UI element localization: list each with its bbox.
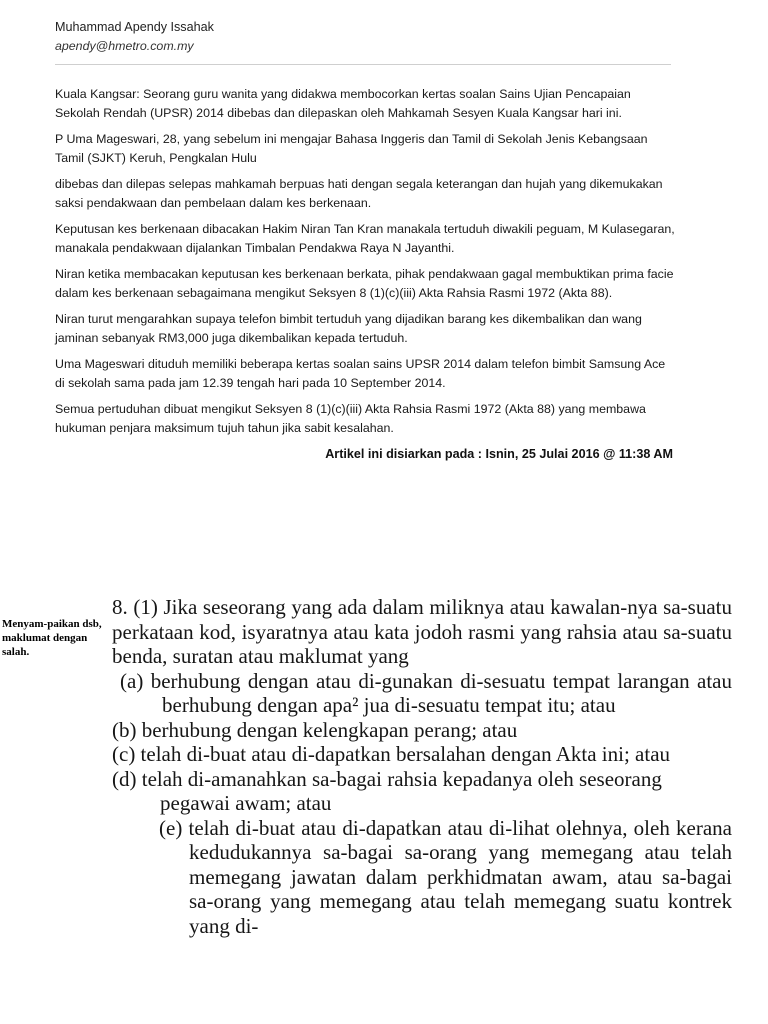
article-paragraph: P Uma Mageswari, 28, yang sebelum ini mengajar Bahasa Inggeris dan Tamil di Sekolah Jenis Kebangsaan Tamil (SJKT) Keruh, Pengkalan Hulu: [55, 132, 648, 165]
section-intro: 8. (1) Jika seseorang yang ada dalam miliknya atau kawalan-nya sa-suatu perkataan kod, isyaratnya atau kata jodoh rasmi yang rahsia atau sa-suatu benda, suratan atau maklumat yang: [112, 595, 732, 668]
article-paragraph: Niran ketika membacakan keputusan kes berkenaan berkata, pihak pendakwaan gagal membuktikan prima facie dalam kes berkenaan sebagaimana mengikut Seksyen 8 (1)(c)(iii) Akta Rahsia Rasmi 1972 (Akta 88).: [55, 267, 674, 300]
article-paragraph: Kuala Kangsar: Seorang guru wanita yang didakwa membocorkan kertas soalan Sains Ujian Pencapaian Sekolah Rendah (UPSR) 2014 dibebas dan dilepaskan oleh Mahkamah Sesyen Kuala Kangsar hari ini.: [55, 87, 631, 120]
article-paragraph: Uma Mageswari dituduh memiliki beberapa kertas soalan sains UPSR 2014 dalam telefon bimbit Samsung Ace di sekolah sama pada jam 12.39 tengah hari pada 10 September 2014.: [55, 357, 666, 390]
article-paragraph: Keputusan kes berkenaan dibacakan Hakim Niran Tan Kran manakala tertuduh diwakili peguam, M Kulasegaran, manakala pendakwaan dijalankan Timbalan Pendakwa Raya N Jayanthi.: [55, 222, 675, 255]
clause-e: (e) telah di-buat atau di-dapatkan atau di-lihat olehnya, oleh kerana kedudukannya sa-bagai sa-orang yang memegang atau telah memegang jawatan dalam perkhidmatan awam, atau sa-bagai sa-orang yang memegang atau telah memegang suatu kontrek yang di-: [159, 815, 732, 938]
article-paragraph: dibebas dan dilepas selepas mahkamah berpuas hati dengan segala keterangan dan hujah yang dikemukakan saksi pendakwaan dan pembelaan dalam kes berkenaan.: [55, 177, 663, 210]
news-article: [55, 18, 675, 477]
article-paragraph: Semua pertuduhan dibuat mengikut Seksyen 8 (1)(c)(iii) Akta Rahsia Rasmi 1972 (Akta 88) yang membawa hukuman penjara maksimum tujuh tahun jika sabit kesalahan.: [55, 402, 646, 435]
article-paragraph: Niran turut mengarahkan supaya telefon bimbit tertuduh yang dijadikan barang kes dikembalikan dan wang jaminan sebanyak RM3,000 juga dikembalikan kepada tertuduh.: [55, 312, 642, 345]
clause-c: (c) telah di-buat atau di-dapatkan bersalahan dengan Akta ini; atau: [112, 742, 671, 766]
section-8-text: [112, 595, 732, 938]
author-name: Muhammad Apendy Issahak: [55, 20, 214, 34]
published-date: Artikel ini disiarkan pada : Isnin, 25 Julai 2016 @ 11:38 AM: [325, 447, 673, 461]
legal-excerpt: [0, 590, 768, 1024]
clause-a: (a) berhubung dengan atau di-gunakan di-sesuatu tempat larangan atau berhubung dengan apa² jua di-sesuatu tempat itu; atau: [120, 668, 732, 717]
margin-note: Menyam-paikan dsb, maklumat dengan salah.: [2, 618, 102, 658]
clause-b: (b) berhubung dengan kelengkapan perang; atau: [112, 717, 518, 742]
clause-d: (d) telah di-amanahkan sa-bagai rahsia kepadanya oleh seseorang pegawai awam; atau: [112, 766, 662, 815]
author-email[interactable]: apendy@hmetro.com.my: [55, 39, 194, 53]
